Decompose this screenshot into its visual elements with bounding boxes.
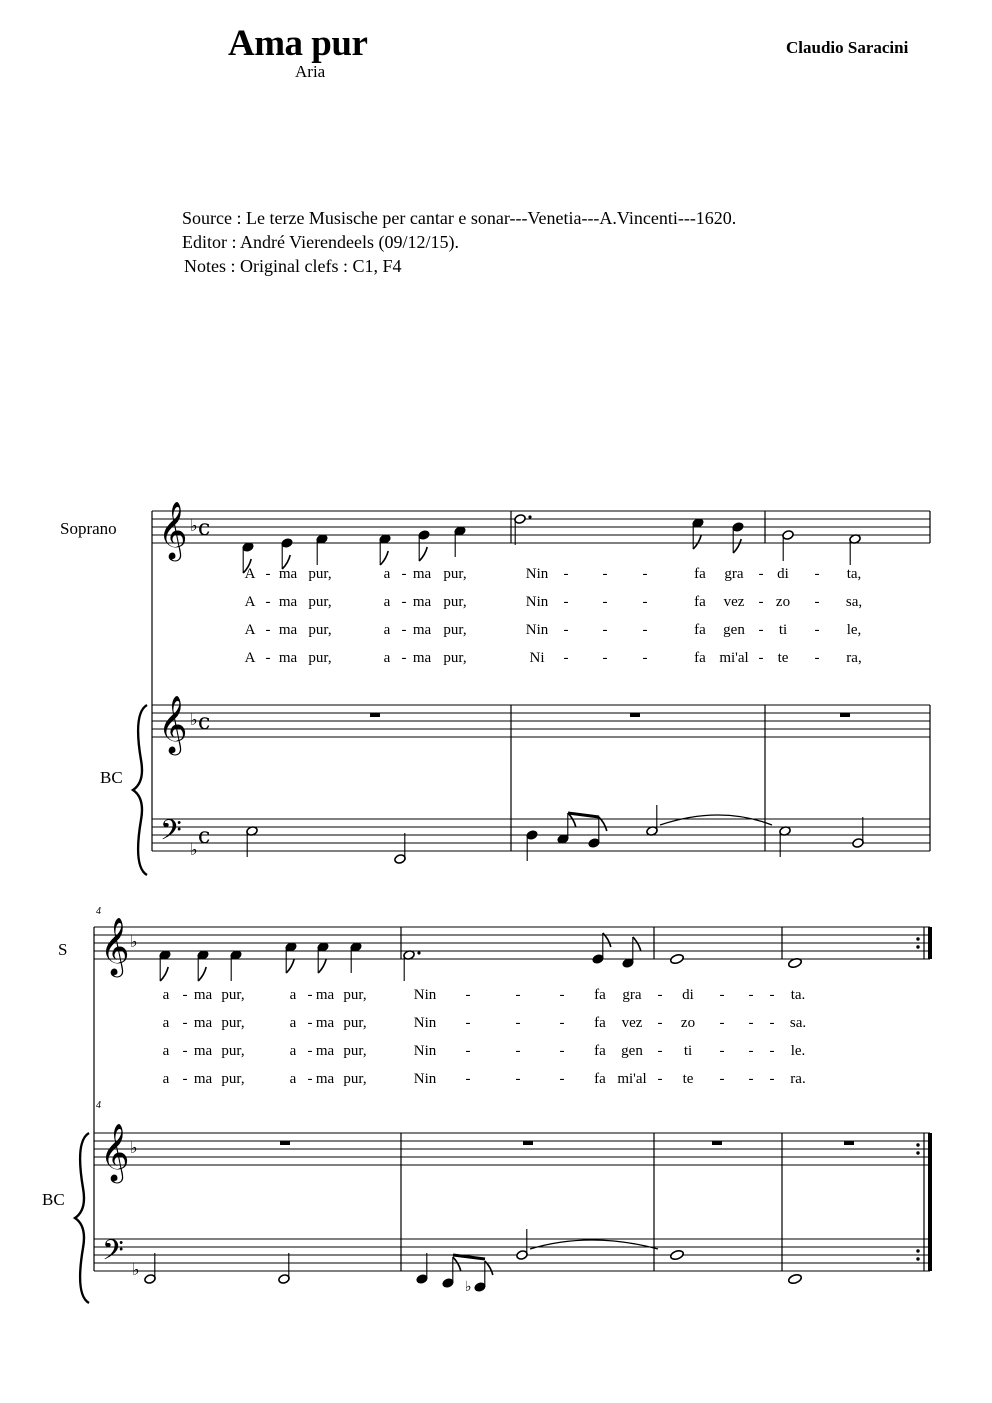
beam (568, 813, 599, 817)
lyric-verse-2-syllable: - (307, 1015, 313, 1031)
lyric-verse-2-syllable: a (289, 1015, 297, 1031)
lyric-verse-1-syllable: ma (412, 566, 432, 582)
lyric-verse-4-syllable: - (719, 1071, 725, 1087)
lyric-verse-3-syllable: ma (412, 622, 432, 638)
brace (133, 705, 147, 875)
lyric-verse-4-syllable: - (769, 1071, 775, 1087)
lyric-verse-4-syllable: - (265, 650, 271, 666)
treble-clef: 𝄞 (158, 695, 188, 753)
lyric-verse-1-syllable: - (642, 566, 648, 582)
lyric-verse-1-syllable: - (602, 566, 608, 582)
bass-clef: 𝄢 (102, 1234, 124, 1274)
lyric-verse-3-syllable: pur, (443, 622, 467, 638)
lyric-verse-4-syllable: fa (594, 1071, 606, 1087)
lyric-verse-3-syllable: a (289, 1043, 297, 1059)
lyric-verse-1-syllable: ta. (790, 987, 806, 1003)
note (670, 1249, 685, 1261)
lyric-verse-2-syllable: fa (594, 1015, 606, 1031)
lyric-verse-3-syllable: - (515, 1043, 521, 1059)
treble-clef: 𝄞 (100, 1123, 130, 1181)
lyric-verse-2-syllable: a (162, 1015, 170, 1031)
lyric-verse-2-syllable: - (265, 594, 271, 610)
whole-rest (712, 1141, 722, 1145)
lyric-verse-4-syllable: - (563, 650, 569, 666)
lyric-verse-2-syllable: sa. (789, 1015, 807, 1031)
note-flag (733, 539, 741, 553)
lyric-verse-1-syllable: - (563, 566, 569, 582)
lyric-verse-1-syllable: fa (694, 566, 706, 582)
tie (530, 1240, 658, 1249)
lyric-verse-1-syllable: - (657, 987, 663, 1003)
lyric-verse-4-syllable: - (401, 650, 407, 666)
lyric-verse-2-syllable: Nin (413, 1015, 437, 1031)
lyric-verse-2-syllable: vez (723, 594, 745, 610)
lyric-verse-1-syllable: - (307, 987, 313, 1003)
note-flag (453, 1257, 461, 1271)
lyric-verse-3-syllable: fa (694, 622, 706, 638)
lyric-verse-1-syllable: a (162, 987, 170, 1003)
beam (453, 1255, 485, 1259)
note-flag (419, 547, 427, 561)
lyric-verse-4-syllable: - (758, 650, 764, 666)
lyric-verse-2-syllable: - (559, 1015, 565, 1031)
lyric-verse-1-syllable: gra (622, 987, 642, 1003)
tie (660, 815, 772, 825)
lyric-verse-1-syllable: - (748, 987, 754, 1003)
lyric-verse-3-syllable: - (642, 622, 648, 638)
bass-clef: 𝄢 (160, 814, 182, 854)
note-flag (380, 551, 388, 565)
lyric-verse-2-syllable: fa (694, 594, 706, 610)
lyric-verse-4-syllable: - (814, 650, 820, 666)
lyric-verse-3-syllable: - (758, 622, 764, 638)
lyric-verse-3-syllable: ma (315, 1043, 335, 1059)
measure-number: 4 (96, 906, 101, 917)
lyric-verse-3-syllable: - (265, 622, 271, 638)
lyric-verse-1-syllable: Nin (413, 987, 437, 1003)
lyric-verse-4-syllable: pur, (443, 650, 467, 666)
repeat-dot (916, 1257, 919, 1260)
lyric-verse-4-syllable: a (289, 1071, 297, 1087)
lyric-verse-2-syllable: zo (680, 1015, 696, 1031)
lyric-verse-4-syllable: Ni (529, 650, 545, 666)
lyric-verse-3-syllable: pur, (343, 1043, 367, 1059)
lyric-verse-1-syllable: gra (724, 566, 744, 582)
lyric-verse-3-syllable: - (657, 1043, 663, 1059)
lyric-verse-3-syllable: A (244, 622, 256, 638)
lyric-verse-2-syllable: pur, (443, 594, 467, 610)
lyric-verse-1-syllable: ma (278, 566, 298, 582)
lyric-verse-3-syllable: Nin (525, 622, 549, 638)
lyric-verse-4-syllable: ma (278, 650, 298, 666)
editor-note: Editor : André Vierendeels (09/12/15). (182, 232, 460, 252)
lyric-verse-4-syllable: - (182, 1071, 188, 1087)
lyric-verse-4-syllable: - (602, 650, 608, 666)
bc-label: BC (42, 1190, 65, 1209)
lyric-verse-1-syllable: pur, (443, 566, 467, 582)
lyric-verse-4-syllable: ra. (790, 1071, 806, 1087)
lyric-verse-2-syllable: a (383, 594, 391, 610)
lyric-verse-4-syllable: - (642, 650, 648, 666)
lyric-verse-3-syllable: - (748, 1043, 754, 1059)
lyric-verse-1-syllable: - (465, 987, 471, 1003)
lyric-verse-3-syllable: - (602, 622, 608, 638)
lyric-verse-1-syllable: - (265, 566, 271, 582)
lyric-verse-4-syllable: ra, (846, 650, 862, 666)
common-time: c (198, 710, 211, 735)
lyric-verse-3-syllable: le, (846, 622, 862, 638)
lyric-verse-2-syllable: - (814, 594, 820, 610)
lyric-verse-3-syllable: pur, (308, 622, 332, 638)
lyric-verse-2-syllable: Nin (525, 594, 549, 610)
lyric-verse-3-syllable: - (769, 1043, 775, 1059)
lyric-verse-4-syllable: ma (315, 1071, 335, 1087)
common-time: c (198, 516, 211, 541)
lyric-verse-4-syllable: pur, (308, 650, 332, 666)
lyric-verse-4-syllable: mi'al (719, 650, 749, 666)
accidental-flat: ♭ (465, 1279, 472, 1295)
lyric-verse-2-syllable: - (515, 1015, 521, 1031)
whole-rest (844, 1141, 854, 1145)
lyric-verse-1-syllable: a (383, 566, 391, 582)
lyric-verse-3-syllable: fa (594, 1043, 606, 1059)
note (788, 1273, 803, 1285)
lyric-verse-2-syllable: ma (193, 1015, 213, 1031)
key-flat: ♭ (190, 516, 198, 535)
clefs-note: Notes : Original clefs : C1, F4 (184, 256, 402, 276)
lyric-verse-2-syllable: pur, (221, 1015, 245, 1031)
lyric-verse-2-syllable: - (719, 1015, 725, 1031)
page-subtitle: Aria (295, 62, 326, 81)
lyric-verse-3-syllable: ma (278, 622, 298, 638)
lyric-verse-4-syllable: pur, (343, 1071, 367, 1087)
lyric-verse-3-syllable: ti (683, 1043, 693, 1059)
lyric-verse-3-syllable: - (307, 1043, 313, 1059)
lyric-verse-1-syllable: pur, (308, 566, 332, 582)
lyric-verse-3-syllable: gen (723, 622, 745, 638)
lyric-verse-2-syllable: - (642, 594, 648, 610)
lyric-verse-2-syllable: A (244, 594, 256, 610)
lyric-verse-4-syllable: fa (694, 650, 706, 666)
lyric-verse-3-syllable: - (563, 622, 569, 638)
lyric-verse-2-syllable: sa, (845, 594, 863, 610)
whole-rest (840, 713, 850, 717)
lyric-verse-3-syllable: gen (621, 1043, 643, 1059)
key-flat: ♭ (190, 710, 198, 729)
lyric-verse-1-syllable: - (758, 566, 764, 582)
lyric-verse-3-syllable: a (383, 622, 391, 638)
lyric-verse-2-syllable: - (465, 1015, 471, 1031)
lyric-verse-4-syllable: Nin (413, 1071, 437, 1087)
lyric-verse-4-syllable: - (748, 1071, 754, 1087)
lyric-verse-3-syllable: - (182, 1043, 188, 1059)
lyric-verse-3-syllable: ti (778, 622, 788, 638)
lyric-verse-2-syllable: - (769, 1015, 775, 1031)
lyric-verse-2-syllable: pur, (343, 1015, 367, 1031)
note-flag (286, 959, 294, 973)
lyric-verse-3-syllable: le. (790, 1043, 806, 1059)
lyric-verse-2-syllable: vez (621, 1015, 643, 1031)
lyric-verse-4-syllable: ma (193, 1071, 213, 1087)
lyric-verse-3-syllable: pur, (221, 1043, 245, 1059)
treble-clef: 𝄞 (158, 501, 188, 559)
brace (75, 1133, 89, 1303)
repeat-dot (916, 1143, 919, 1146)
page-title: Ama pur (228, 23, 368, 64)
lyric-verse-1-syllable: a (289, 987, 297, 1003)
lyric-verse-1-syllable: fa (594, 987, 606, 1003)
note-flag (198, 967, 206, 981)
whole-rest (370, 713, 380, 717)
note-flag (160, 967, 168, 981)
lyric-verse-1-syllable: Nin (525, 566, 549, 582)
common-time: c (198, 824, 211, 849)
note-flag (633, 937, 641, 951)
lyric-verse-2-syllable: - (657, 1015, 663, 1031)
note-dot (528, 515, 531, 518)
lyric-verse-2-syllable: ma (412, 594, 432, 610)
lyric-verse-2-syllable: - (748, 1015, 754, 1031)
lyric-verse-3-syllable: - (719, 1043, 725, 1059)
lyric-verse-2-syllable: ma (278, 594, 298, 610)
key-flat: ♭ (130, 932, 138, 951)
lyric-verse-1-syllable: - (814, 566, 820, 582)
whole-rest (280, 1141, 290, 1145)
repeat-dot (916, 1151, 919, 1154)
repeat-dot (916, 1249, 919, 1252)
repeat-dot (916, 945, 919, 948)
lyric-verse-1-syllable: - (401, 566, 407, 582)
lyric-verse-1-syllable: di (777, 566, 789, 582)
lyric-verse-4-syllable: a (162, 1071, 170, 1087)
note-dot (417, 951, 420, 954)
lyric-verse-2-syllable: - (182, 1015, 188, 1031)
whole-rest (630, 713, 640, 717)
lyric-verse-3-syllable: - (814, 622, 820, 638)
lyric-verse-3-syllable: a (162, 1043, 170, 1059)
note (670, 953, 685, 965)
lyric-verse-4-syllable: - (465, 1071, 471, 1087)
lyric-verse-1-syllable: - (515, 987, 521, 1003)
key-flat: ♭ (130, 1138, 138, 1157)
lyric-verse-1-syllable: ta, (846, 566, 862, 582)
lyric-verse-1-syllable: ma (193, 987, 213, 1003)
lyric-verse-2-syllable: - (563, 594, 569, 610)
lyric-verse-3-syllable: Nin (413, 1043, 437, 1059)
lyric-verse-1-syllable: ma (315, 987, 335, 1003)
lyric-verse-4-syllable: - (559, 1071, 565, 1087)
lyric-verse-2-syllable: - (401, 594, 407, 610)
lyric-verse-1-syllable: A (244, 566, 256, 582)
lyric-verse-2-syllable: ma (315, 1015, 335, 1031)
lyric-verse-1-syllable: - (769, 987, 775, 1003)
lyric-verse-1-syllable: - (719, 987, 725, 1003)
lyric-verse-3-syllable: - (401, 622, 407, 638)
soprano-label: S (58, 940, 68, 959)
measure-number: 4 (96, 1100, 101, 1111)
lyric-verse-1-syllable: di (682, 987, 694, 1003)
note-flag (318, 959, 326, 973)
lyric-verse-1-syllable: - (559, 987, 565, 1003)
note-flag (693, 535, 701, 549)
whole-rest (523, 1141, 533, 1145)
soprano-label: Soprano (60, 519, 117, 538)
lyric-verse-1-syllable: pur, (343, 987, 367, 1003)
lyric-verse-3-syllable: - (465, 1043, 471, 1059)
lyric-verse-4-syllable: A (244, 650, 256, 666)
key-flat: ♭ (190, 840, 198, 859)
lyric-verse-2-syllable: zo (775, 594, 791, 610)
lyric-verse-3-syllable: - (559, 1043, 565, 1059)
lyric-verse-4-syllable: te (777, 650, 789, 666)
lyric-verse-1-syllable: - (182, 987, 188, 1003)
lyric-verse-2-syllable: - (758, 594, 764, 610)
lyric-verse-4-syllable: ma (412, 650, 432, 666)
composer-name: Claudio Saracini (786, 38, 909, 57)
treble-clef: 𝄞 (100, 917, 130, 975)
bc-label: BC (100, 768, 123, 787)
lyric-verse-4-syllable: te (682, 1071, 694, 1087)
key-flat: ♭ (132, 1260, 140, 1279)
lyric-verse-4-syllable: - (307, 1071, 313, 1087)
repeat-dot (916, 937, 919, 940)
lyric-verse-4-syllable: pur, (221, 1071, 245, 1087)
source-note: Source : Le terze Musische per cantar e sonar---Venetia---A.Vincenti---1620. (182, 208, 737, 228)
lyric-verse-4-syllable: - (657, 1071, 663, 1087)
lyric-verse-2-syllable: - (602, 594, 608, 610)
lyric-verse-3-syllable: ma (193, 1043, 213, 1059)
lyric-verse-4-syllable: a (383, 650, 391, 666)
lyric-verse-4-syllable: - (515, 1071, 521, 1087)
lyric-verse-4-syllable: mi'al (617, 1071, 647, 1087)
lyric-verse-1-syllable: pur, (221, 987, 245, 1003)
lyric-verse-2-syllable: pur, (308, 594, 332, 610)
